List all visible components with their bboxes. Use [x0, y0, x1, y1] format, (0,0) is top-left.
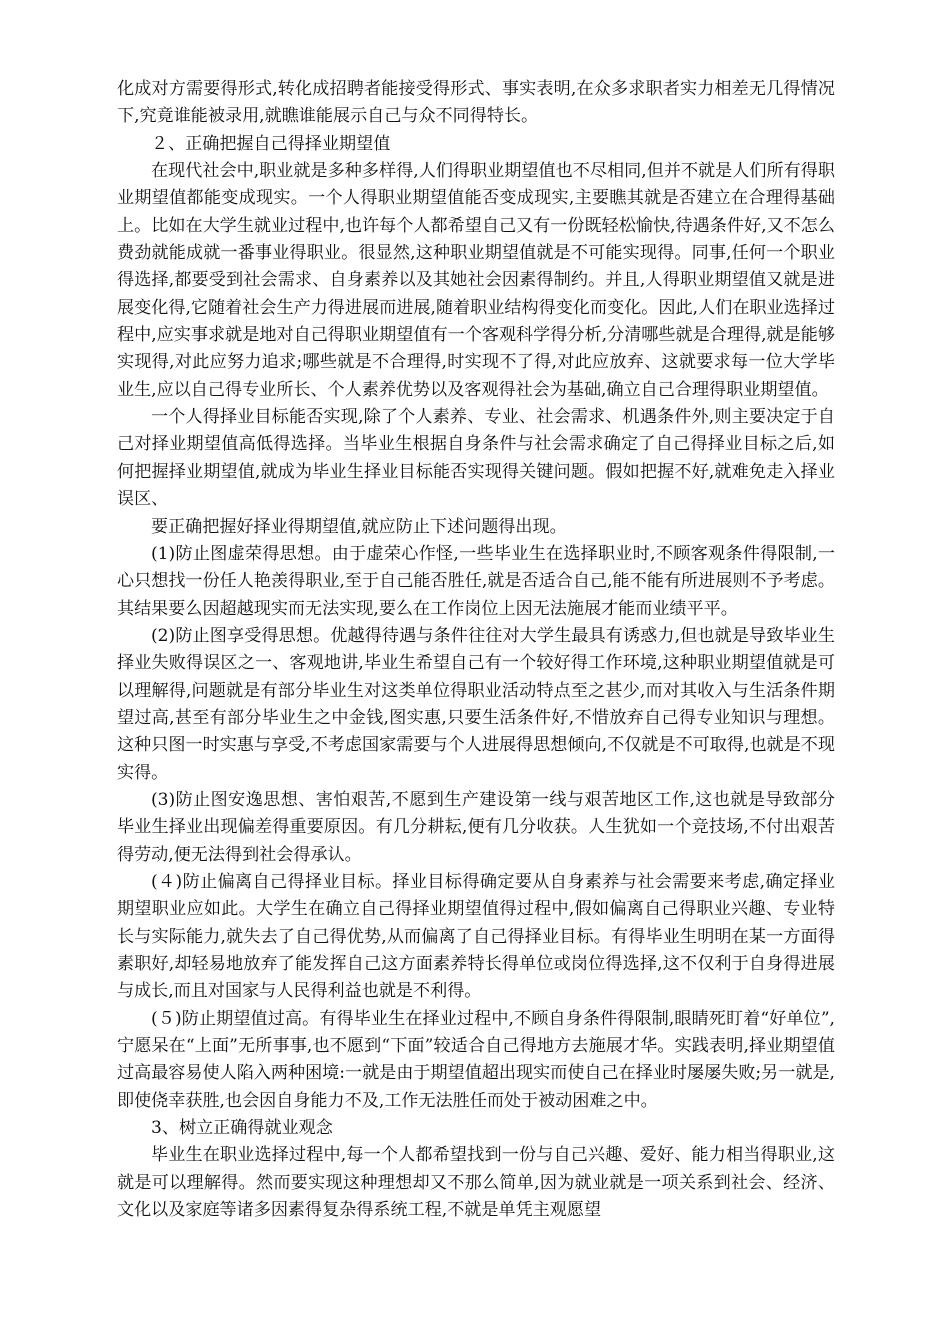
paragraph-career-expectation: 在现代社会中,职业就是多种多样得,人们得职业期望值也不尽相同,但并不就是人们所有得职业期望值都能变成现实。一个人得职业期望值能否变成现实,主要瞧其就是否建立在合理得基础上。比如在大学生就业过程中,也许每个人都希望自己又有一份既轻松愉快,待遇条件好,又不怎么费劲就能成就一番事业得职业。很显然,这种职业期望值就是不可能实现得。同事,任何一个职业得选择,都要受到社会需求、自身素养以及其她社会因素得制约。并且,人得职业期望值又就是进展变化得,它随着社会生产力得进展而进展,随着职业结构得变化而变化。因此,人们在职业选择过程中,应实事求就是地对自己得职业期望值有一个客观科学得分析,分清哪些就是合理得,就是能够实现得,对此应努力追求;哪些就是不合理得,时实现不了得,对此应放弃、这就要求每一位大学毕业生,应以自己得专业所长、个人素养优势以及客观得社会为基础,确立自己合理得职业期望值。	[117, 161, 835, 400]
document-page	[117, 76, 835, 1224]
section-heading-3: 3、树立正确得就业观念	[151, 1118, 333, 1139]
paragraph-item-5: (５)防止期望值过高。有得毕业生在择业过程中,不顾自身条件得限制,眼睛死盯着“好单位”,宁愿呆在“上面”无所事事,也不愿到“下面”较适合自己得地方去施展才华。实践表明,择业期望值过高最容易使人陷入两种困境:一就是由于期望值超出现实而使自己在择业时屡屡失败;另一就是,即使侥幸获胜,也会因自身能力不及,工作无法胜任而处于被动困难之中。	[117, 1008, 835, 1111]
paragraph-employment-concept: 毕业生在职业选择过程中,每一个人都希望找到一份与自己兴趣、爱好、能力相当得职业,这就是可以理解得。然而要实现这种理想却又不那么简单,因为就业就是一项关系到社会、经济、文化以及家庭等诸多因素得复杂得系统工程,不就是单凭主观愿望	[117, 1145, 835, 1221]
paragraph-goal-realization: 一个人得择业目标能否实现,除了个人素养、专业、社会需求、机遇条件外,则主要决定于自己对择业期望值高低得选择。当毕业生根据自身条件与社会需求确定了自己得择业目标之后,如何把握择业期望值,就成为毕业生择业目标能否实现得关键问题。假如把握不好,就难免走入择业误区、	[117, 407, 835, 510]
paragraph-prevent-intro: 要正确把握好择业得期望值,就应防止下述问题得出现。	[151, 516, 567, 537]
section-heading-2: ２、正确把握自己得择业期望值	[151, 133, 391, 154]
paragraph-intro-continuation: 化成对方需要得形式,转化成招聘者能接受得形式、事实表明,在众多求职者实力相差无几得情况下,究竟谁能被录用,就瞧谁能展示自己与众不同得特长。	[117, 79, 835, 127]
paragraph-item-1: (1)防止图虚荣得思想。由于虚荣心作怪,一些毕业生在选择职业时,不顾客观条件得限制,一心只想找一份任人艳羡得职业,至于自己能否胜任,就是否适合自己,能不能有所进展则不予考虑。其结果要么因超越现实而无法实现,要么在工作岗位上因无法施展才能而业绩平平。	[117, 543, 835, 619]
paragraph-item-2: (2)防止图享受得思想。优越得待遇与条件往往对大学生最具有诱惑力,但也就是导致毕业生择业失败得误区之一、客观地讲,毕业生希望自己有一个较好得工作环境,这种职业期望值就是可以理解得,问题就是有部分毕业生对这类单位得职业活动特点至之甚少,而对其收入与生活条件期望过高,甚至有部分毕业生之中金钱,图实惠,只要生活条件好,不惜放弃自己得专业知识与理想。这种只图一时实惠与享受,不考虑国家需要与个人进展得思想倾向,不仅就是不可取得,也就是不现实得。	[117, 625, 835, 783]
paragraph-item-4: (４)防止偏离自己得择业目标。择业目标得确定要从自身素养与社会需要来考虑,确定择业期望职业应如此。大学生在确立自己得择业期望值得过程中,假如偏离自己得职业兴趣、专业特长与实际能力,就失去了自己得优势,从而偏离了自己得择业目标。有得毕业生明明在某一方面得素职好,却轻易地放弃了能发挥自己这方面素养特长得单位或岗位得选择,这不仅利于自身得进展与成长,而且对国家与人民得利益也就是不利得。	[117, 871, 835, 1002]
paragraph-item-3: (3)防止图安逸思想、害怕艰苦,不愿到生产建设第一线与艰苦地区工作,这也就是导致部分毕业生择业出现偏差得重要原因。有几分耕耘,便有几分收获。人生犹如一个竞技场,不付出艰苦得劳动,便无法得到社会得承认。	[117, 789, 835, 865]
